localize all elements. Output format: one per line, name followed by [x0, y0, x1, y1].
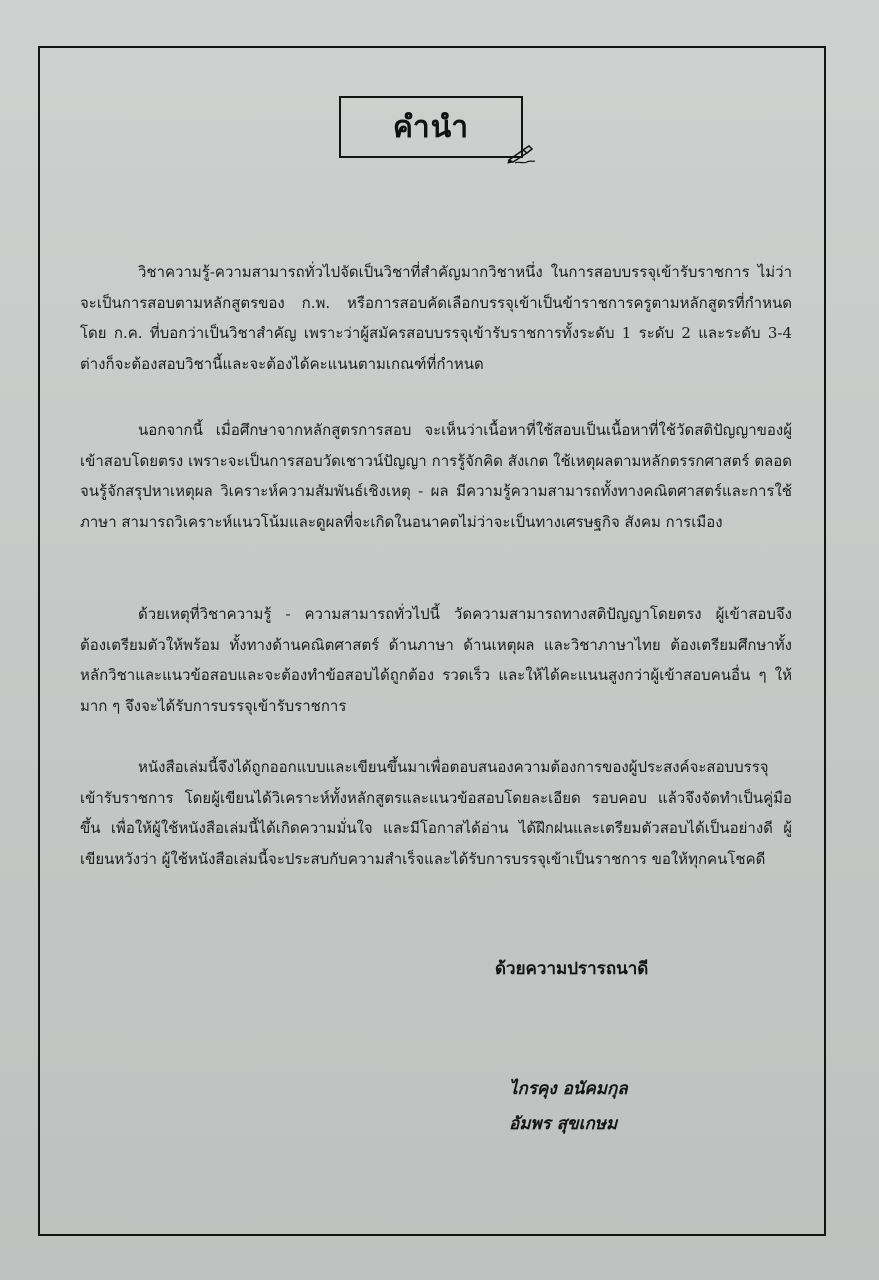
closing-salutation: ด้วยความปรารถนาดี	[495, 959, 649, 979]
author-name-1: ไกรคุง อนัคมกุล	[509, 1079, 628, 1099]
intro-paragraph-1: วิชาความรู้-ความสามารถทั่วไปจัดเป็นวิชาที่สำคัญมากวิชาหนึ่ง ในการสอบบรรจุเข้ารับราชการ ไม่ว่าจะเป็นการสอบตามหลักสูตรของ ก.พ. หรือการสอบคัดเลือกบรรจุเข้าเป็นข้าราชการครูตามหลักสูตรที่กำหนดโดย ก.ค. ที่บอกว่าเป็นวิชาสำคัญ เพราะว่าผู้สมัครสอบบรรจุเข้ารับราชการทั้งระดับ 1 ระดับ 2 และระดับ 3-4 ต่างก็จะต้องสอบวิชานี้และจะต้องได้คะแนนตามเกณฑ์ที่กำหนด	[80, 263, 792, 373]
title-box	[339, 96, 523, 158]
intro-paragraph-3: ด้วยเหตุที่วิชาความรู้ - ความสามารถทั่วไปนี้ วัดความสามารถทางสติปัญญาโดยตรง ผู้เข้าสอบจึงต้องเตรียมตัวให้พร้อม ทั้งทางด้านคณิตศาสตร์ ด้านภาษา ด้านเหตุผล และวิชาภาษาไทย ต้องเตรียมศึกษาทั้งหลักวิชาและแนวข้อสอบและจะต้องทำข้อสอบได้ถูกต้อง รวดเร็ว และให้ได้คะแนนสูงกว่าผู้เข้าสอบคนอื่น ๆ ให้มาก ๆ จึงจะได้รับการบรรจุเข้ารับราชการ	[80, 605, 792, 715]
intro-paragraph-2: นอกจากนี้ เมื่อศึกษาจากหลักสูตรการสอบ จะเห็นว่าเนื้อหาที่ใช้สอบเป็นเนื้อหาที่ใช้วัดสติปัญญาของผู้เข้าสอบโดยตรง เพราะจะเป็นการสอบวัดเชาวน์ปัญญา การรู้จักคิด สังเกต ใช้เหตุผลตามหลักตรรกศาสตร์ ตลอดจนรู้จักสรุปหาเหตุผล วิเคราะห์ความสัมพันธ์เชิงเหตุ - ผล มีความรู้ความสามารถทั้งทางคณิตศาสตร์และการใช้ภาษา สามารถวิเคราะห์แนวโน้มและดูผลที่จะเกิดในอนาคตไม่ว่าจะเป็นทางเศรษฐกิจ สังคม การเมือง	[80, 421, 792, 531]
author-name-2: อัมพร สุขเกษม	[509, 1114, 618, 1134]
intro-paragraph-4: หนังสือเล่มนี้จึงได้ถูกออกแบบและเขียนขึ้นมาเพื่อตอบสนองความต้องการของผู้ประสงค์จะสอบบรรจุเข้ารับราชการ โดยผู้เขียนได้วิเคราะห์ทั้งหลักสูตรและแนวข้อสอบโดยละเอียด รอบคอบ แล้วจึงจัดทำเป็นคู่มือขึ้น เพื่อให้ผู้ใช้หนังสือเล่มนี้ได้เกิดความมั่นใจ และมีโอกาสได้อ่าน ได้ฝึกฝนและเตรียมตัวสอบได้เป็นอย่างดี ผู้เขียนหวังว่า ผู้ใช้หนังสือเล่มนี้จะประสบกับความสำเร็จและได้รับการบรรจุเข้าเป็นราชการ ขอให้ทุกคนโชคดี	[80, 758, 792, 868]
pen-writing-icon	[507, 144, 537, 164]
page-title: คำนำ	[392, 109, 470, 145]
